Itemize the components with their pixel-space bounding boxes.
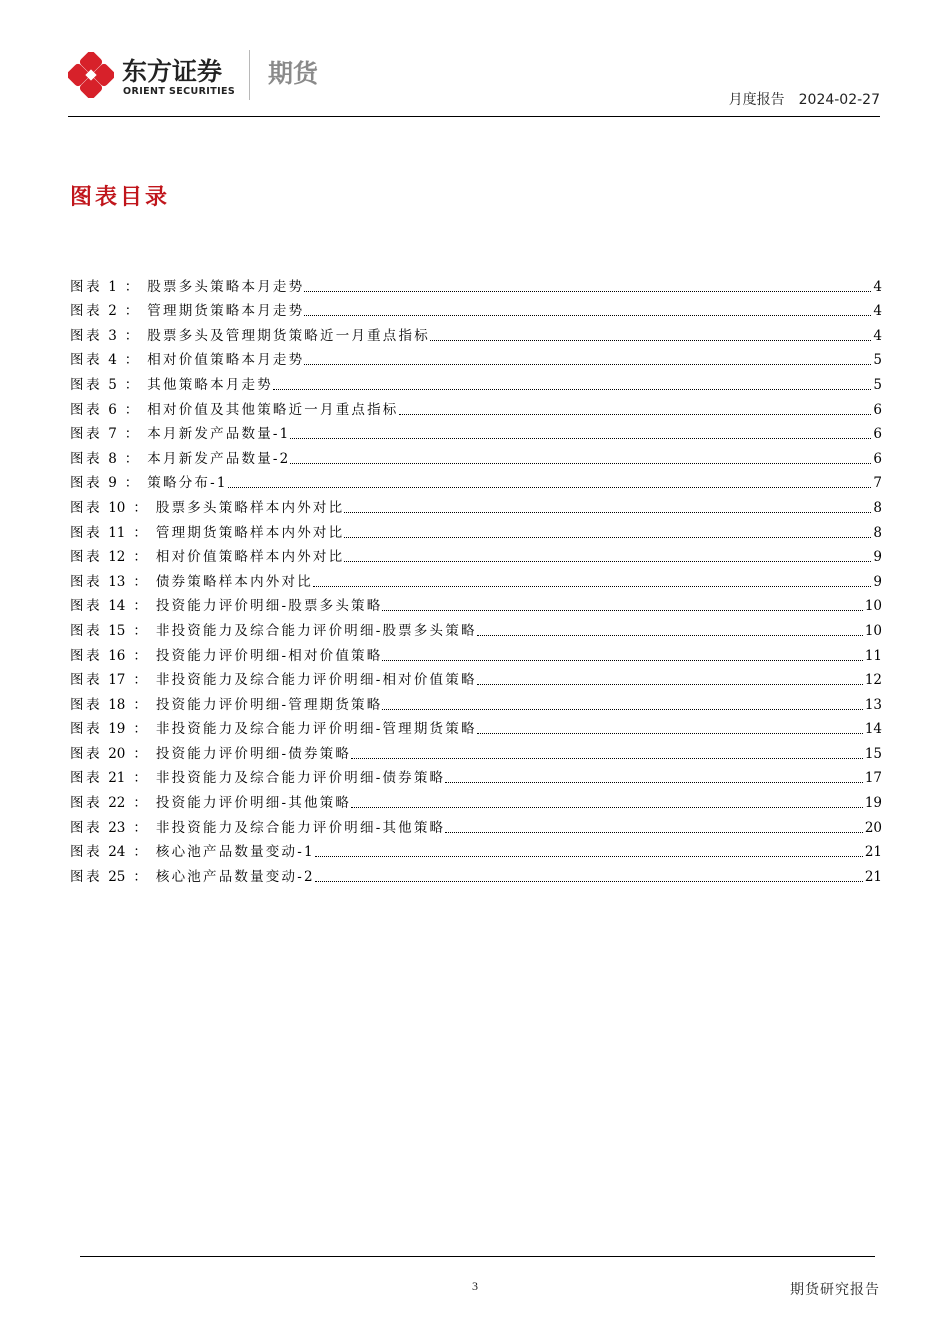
toc-entry-page: 15 xyxy=(864,745,882,762)
logo-english-name: ORIENT SECURITIES xyxy=(123,86,236,97)
footer-label: 期货研究报告 xyxy=(790,1282,880,1298)
toc-entry-leader xyxy=(228,487,872,488)
toc-entry-number: 1 xyxy=(108,278,117,295)
toc-title: 图表目录 xyxy=(70,184,171,210)
toc-entry[interactable] xyxy=(70,567,882,592)
toc-entry-page: 14 xyxy=(864,721,882,738)
toc-entry-prefix: 图表 xyxy=(70,622,103,639)
toc-entry-leader xyxy=(399,414,872,415)
logo-divider xyxy=(249,50,250,100)
toc-entry[interactable] xyxy=(70,493,882,518)
toc-entry-leader xyxy=(477,733,863,734)
toc-entry-page: 9 xyxy=(873,549,882,566)
toc-entry-separator: ： xyxy=(133,672,147,689)
toc-entry[interactable] xyxy=(70,297,882,322)
toc-entry[interactable] xyxy=(70,272,882,297)
toc-entry-label xyxy=(70,670,156,690)
toc-entry-prefix: 图表 xyxy=(70,376,103,393)
toc-entry-separator: ： xyxy=(124,426,139,443)
toc-entry-prefix: 图表 xyxy=(70,499,103,516)
toc-entry-number: 6 xyxy=(108,401,117,418)
toc-entry-leader xyxy=(477,635,863,636)
toc-entry-page: 10 xyxy=(864,622,882,639)
toc-entry-title: 非投资能力及综合能力评价明细-管理期货策略 xyxy=(155,721,477,738)
toc-entry-separator: ： xyxy=(133,549,147,566)
toc-entry[interactable] xyxy=(70,321,882,346)
toc-entry-number: 21 xyxy=(108,770,126,787)
toc-entry-page: 21 xyxy=(864,868,882,885)
toc-entry-prefix: 图表 xyxy=(70,721,103,738)
toc-entry[interactable] xyxy=(70,616,882,641)
toc-entry-separator: ： xyxy=(133,819,147,836)
toc-entry-number: 23 xyxy=(108,819,126,836)
toc-entry-number: 19 xyxy=(108,721,126,738)
toc-entry-number: 5 xyxy=(108,376,117,393)
toc-entry-label xyxy=(70,695,156,715)
toc-entry-leader xyxy=(313,586,872,587)
toc-entry-prefix: 图表 xyxy=(70,450,103,467)
toc-entry-prefix: 图表 xyxy=(70,278,103,295)
toc-entry-number: 3 xyxy=(108,327,117,344)
toc-entry-label xyxy=(70,793,156,813)
toc-entry-page: 6 xyxy=(873,450,882,467)
toc-entry-title: 核心池产品数量变动-1 xyxy=(155,844,315,861)
toc-entry-title: 本月新发产品数量-2 xyxy=(147,450,291,467)
toc-entry-prefix: 图表 xyxy=(70,844,103,861)
toc-entry-label xyxy=(70,646,156,666)
toc-entry-prefix: 图表 xyxy=(70,475,103,492)
toc-entry[interactable] xyxy=(70,666,882,691)
toc-entry-separator: ： xyxy=(133,868,147,885)
toc-entry-number: 2 xyxy=(108,303,117,320)
logo-division-name: 期货 xyxy=(268,59,319,88)
toc-entry-label xyxy=(70,473,147,493)
toc-entry-page: 11 xyxy=(864,647,882,664)
toc-entry-page: 6 xyxy=(873,426,882,443)
toc-entry-page: 4 xyxy=(873,303,882,320)
toc-entry-prefix: 图表 xyxy=(70,598,103,615)
toc-entry[interactable] xyxy=(70,788,882,813)
toc-entry-separator: ： xyxy=(124,376,139,393)
toc-entry-prefix: 图表 xyxy=(70,401,103,418)
toc-entry-label xyxy=(70,350,147,370)
toc-entry-prefix: 图表 xyxy=(70,549,103,566)
toc-entry-page: 8 xyxy=(873,499,882,516)
toc-entry-leader xyxy=(382,610,862,611)
toc-entry-title: 投资能力评价明细-其他策略 xyxy=(155,795,352,812)
toc-entry-separator: ： xyxy=(133,745,147,762)
toc-entry-title: 相对价值及其他策略近一月重点指标 xyxy=(147,401,399,418)
toc-entry-leader xyxy=(290,463,871,464)
toc-entry-leader xyxy=(477,684,863,685)
header-divider xyxy=(68,116,880,117)
toc-entry-label xyxy=(70,768,156,788)
toc-entry-label xyxy=(70,547,156,567)
toc-entry-separator: ： xyxy=(124,278,139,295)
toc-entry-number: 8 xyxy=(108,450,117,467)
toc-entry[interactable] xyxy=(70,690,882,715)
toc-entry[interactable] xyxy=(70,592,882,617)
toc-entry-separator: ： xyxy=(133,795,147,812)
toc-entry-label xyxy=(70,596,156,616)
toc-entry-label xyxy=(70,375,147,395)
toc-entry[interactable] xyxy=(70,420,882,445)
toc-list xyxy=(70,272,882,887)
toc-entry-separator: ： xyxy=(133,844,147,861)
toc-entry-number: 16 xyxy=(108,647,126,664)
toc-entry[interactable] xyxy=(70,543,882,568)
toc-entry-separator: ： xyxy=(124,401,139,418)
toc-entry-page: 19 xyxy=(864,795,882,812)
toc-entry-number: 15 xyxy=(108,622,126,639)
toc-entry-number: 4 xyxy=(108,352,117,369)
toc-entry-title: 本月新发产品数量-1 xyxy=(147,426,291,443)
toc-entry-title: 非投资能力及综合能力评价明细-其他策略 xyxy=(155,819,446,836)
toc-entry-title: 相对价值策略样本内外对比 xyxy=(155,549,345,566)
toc-entry-title: 投资能力评价明细-债券策略 xyxy=(155,745,352,762)
toc-entry-prefix: 图表 xyxy=(70,770,103,787)
toc-entry-separator: ： xyxy=(133,524,147,541)
toc-entry-leader xyxy=(273,389,872,390)
toc-entry-label xyxy=(70,842,156,862)
toc-entry[interactable] xyxy=(70,764,882,789)
toc-entry-leader xyxy=(382,709,862,710)
toc-entry-separator: ： xyxy=(133,573,147,590)
toc-entry-label xyxy=(70,449,147,469)
toc-entry-prefix: 图表 xyxy=(70,795,103,812)
toc-entry-prefix: 图表 xyxy=(70,573,103,590)
toc-entry-leader xyxy=(344,512,871,513)
toc-entry-title: 投资能力评价明细-管理期货策略 xyxy=(155,696,383,713)
toc-entry-leader xyxy=(315,856,863,857)
toc-entry-label xyxy=(70,301,147,321)
toc-entry-label xyxy=(70,867,156,887)
toc-entry-separator: ： xyxy=(124,450,139,467)
toc-entry-separator: ： xyxy=(133,770,147,787)
page-number: 3 xyxy=(472,1279,478,1293)
toc-entry[interactable] xyxy=(70,469,882,494)
toc-entry-leader xyxy=(344,561,871,562)
toc-entry-prefix: 图表 xyxy=(70,819,103,836)
toc-entry-separator: ： xyxy=(124,475,139,492)
toc-entry-leader xyxy=(351,758,863,759)
toc-entry-label xyxy=(70,523,156,543)
toc-entry-number: 10 xyxy=(108,499,126,516)
report-date: 2024-02-27 xyxy=(798,92,880,108)
toc-entry-title: 债券策略样本内外对比 xyxy=(155,573,313,590)
toc-entry[interactable] xyxy=(70,715,882,740)
toc-entry-title: 核心池产品数量变动-2 xyxy=(155,868,315,885)
toc-entry[interactable] xyxy=(70,813,882,838)
toc-entry-label xyxy=(70,424,147,444)
toc-entry-separator: ： xyxy=(133,622,147,639)
report-type: 月度报告 xyxy=(728,92,785,108)
toc-entry[interactable] xyxy=(70,838,882,863)
toc-entry-leader xyxy=(304,291,871,292)
toc-entry-title: 非投资能力及综合能力评价明细-股票多头策略 xyxy=(155,622,477,639)
toc-entry-page: 5 xyxy=(873,352,882,369)
footer-divider xyxy=(80,1256,875,1257)
toc-entry-prefix: 图表 xyxy=(70,868,103,885)
toc-entry-title: 股票多头策略样本内外对比 xyxy=(155,499,345,516)
toc-entry-number: 9 xyxy=(108,475,117,492)
toc-entry[interactable] xyxy=(70,444,882,469)
toc-entry-label xyxy=(70,744,156,764)
toc-entry-title: 投资能力评价明细-相对价值策略 xyxy=(155,647,383,664)
toc-entry-prefix: 图表 xyxy=(70,647,103,664)
toc-entry-number: 12 xyxy=(108,549,126,566)
toc-entry-page: 6 xyxy=(873,401,882,418)
toc-entry[interactable] xyxy=(70,370,882,395)
toc-entry-page: 21 xyxy=(864,844,882,861)
toc-entry-title: 管理期货策略样本内外对比 xyxy=(155,524,345,541)
toc-entry-title: 相对价值策略本月走势 xyxy=(147,352,305,369)
toc-entry-leader xyxy=(430,340,872,341)
toc-entry-prefix: 图表 xyxy=(70,303,103,320)
toc-entry-page: 5 xyxy=(873,376,882,393)
toc-entry-page: 20 xyxy=(864,819,882,836)
toc-entry-separator: ： xyxy=(133,499,147,516)
toc-entry-leader xyxy=(315,881,863,882)
toc-entry-separator: ： xyxy=(133,598,147,615)
toc-entry-label xyxy=(70,277,147,297)
toc-entry-label xyxy=(70,326,147,346)
toc-entry-separator: ： xyxy=(133,647,147,664)
toc-entry-title: 股票多头及管理期货策略近一月重点指标 xyxy=(147,327,430,344)
toc-entry-prefix: 图表 xyxy=(70,745,103,762)
toc-entry-page: 7 xyxy=(873,475,882,492)
toc-entry-title: 其他策略本月走势 xyxy=(147,376,273,393)
toc-entry-page: 4 xyxy=(873,327,882,344)
toc-entry-number: 24 xyxy=(108,844,126,861)
toc-entry[interactable] xyxy=(70,518,882,543)
toc-entry-number: 18 xyxy=(108,696,126,713)
toc-entry-label xyxy=(70,621,156,641)
toc-entry[interactable] xyxy=(70,862,882,887)
toc-entry-number: 17 xyxy=(108,672,126,689)
toc-entry-title: 投资能力评价明细-股票多头策略 xyxy=(155,598,383,615)
toc-entry-page: 10 xyxy=(864,598,882,615)
logo-chinese-name: 东方证券 xyxy=(122,57,223,86)
toc-entry-number: 11 xyxy=(108,524,126,541)
toc-entry[interactable] xyxy=(70,641,882,666)
toc-entry-leader xyxy=(304,364,871,365)
toc-entry-number: 20 xyxy=(108,745,126,762)
toc-entry-leader xyxy=(445,782,863,783)
toc-entry-label xyxy=(70,572,156,592)
toc-entry-number: 13 xyxy=(108,573,126,590)
toc-entry-label xyxy=(70,719,156,739)
toc-entry-leader xyxy=(304,315,871,316)
toc-entry-separator: ： xyxy=(133,696,147,713)
toc-entry-number: 25 xyxy=(108,868,126,885)
toc-entry-prefix: 图表 xyxy=(70,327,103,344)
report-meta xyxy=(729,89,880,109)
toc-entry-prefix: 图表 xyxy=(70,426,103,443)
toc-entry-leader xyxy=(351,807,863,808)
toc-entry-leader xyxy=(344,537,871,538)
toc-entry-leader xyxy=(290,438,871,439)
toc-entry-separator: ： xyxy=(124,327,139,344)
toc-entry-page: 13 xyxy=(864,696,882,713)
toc-entry-label xyxy=(70,498,156,518)
toc-entry[interactable] xyxy=(70,739,882,764)
toc-entry-label xyxy=(70,400,147,420)
toc-entry-separator: ： xyxy=(133,721,147,738)
toc-entry-title: 管理期货策略本月走势 xyxy=(147,303,305,320)
toc-entry-title: 非投资能力及综合能力评价明细-债券策略 xyxy=(155,770,446,787)
toc-entry-page: 4 xyxy=(873,278,882,295)
toc-entry-label xyxy=(70,818,156,838)
toc-entry-prefix: 图表 xyxy=(70,524,103,541)
toc-entry-prefix: 图表 xyxy=(70,696,103,713)
orient-securities-logo-icon xyxy=(68,52,114,98)
page-header xyxy=(0,0,950,120)
toc-entry-title: 非投资能力及综合能力评价明细-相对价值策略 xyxy=(155,672,477,689)
toc-entry-number: 14 xyxy=(108,598,126,615)
toc-entry-page: 12 xyxy=(864,672,882,689)
toc-entry-page: 17 xyxy=(864,770,882,787)
toc-entry[interactable] xyxy=(70,346,882,371)
toc-entry-number: 22 xyxy=(108,795,126,812)
toc-entry-page: 8 xyxy=(873,524,882,541)
toc-entry[interactable] xyxy=(70,395,882,420)
toc-entry-separator: ： xyxy=(124,303,139,320)
toc-entry-leader xyxy=(382,660,862,661)
toc-entry-number: 7 xyxy=(108,426,117,443)
toc-entry-title: 策略分布-1 xyxy=(147,475,228,492)
toc-entry-page: 9 xyxy=(873,573,882,590)
toc-entry-prefix: 图表 xyxy=(70,672,103,689)
toc-entry-separator: ： xyxy=(124,352,139,369)
toc-entry-title: 股票多头策略本月走势 xyxy=(147,278,305,295)
toc-entry-prefix: 图表 xyxy=(70,352,103,369)
toc-entry-leader xyxy=(445,832,863,833)
